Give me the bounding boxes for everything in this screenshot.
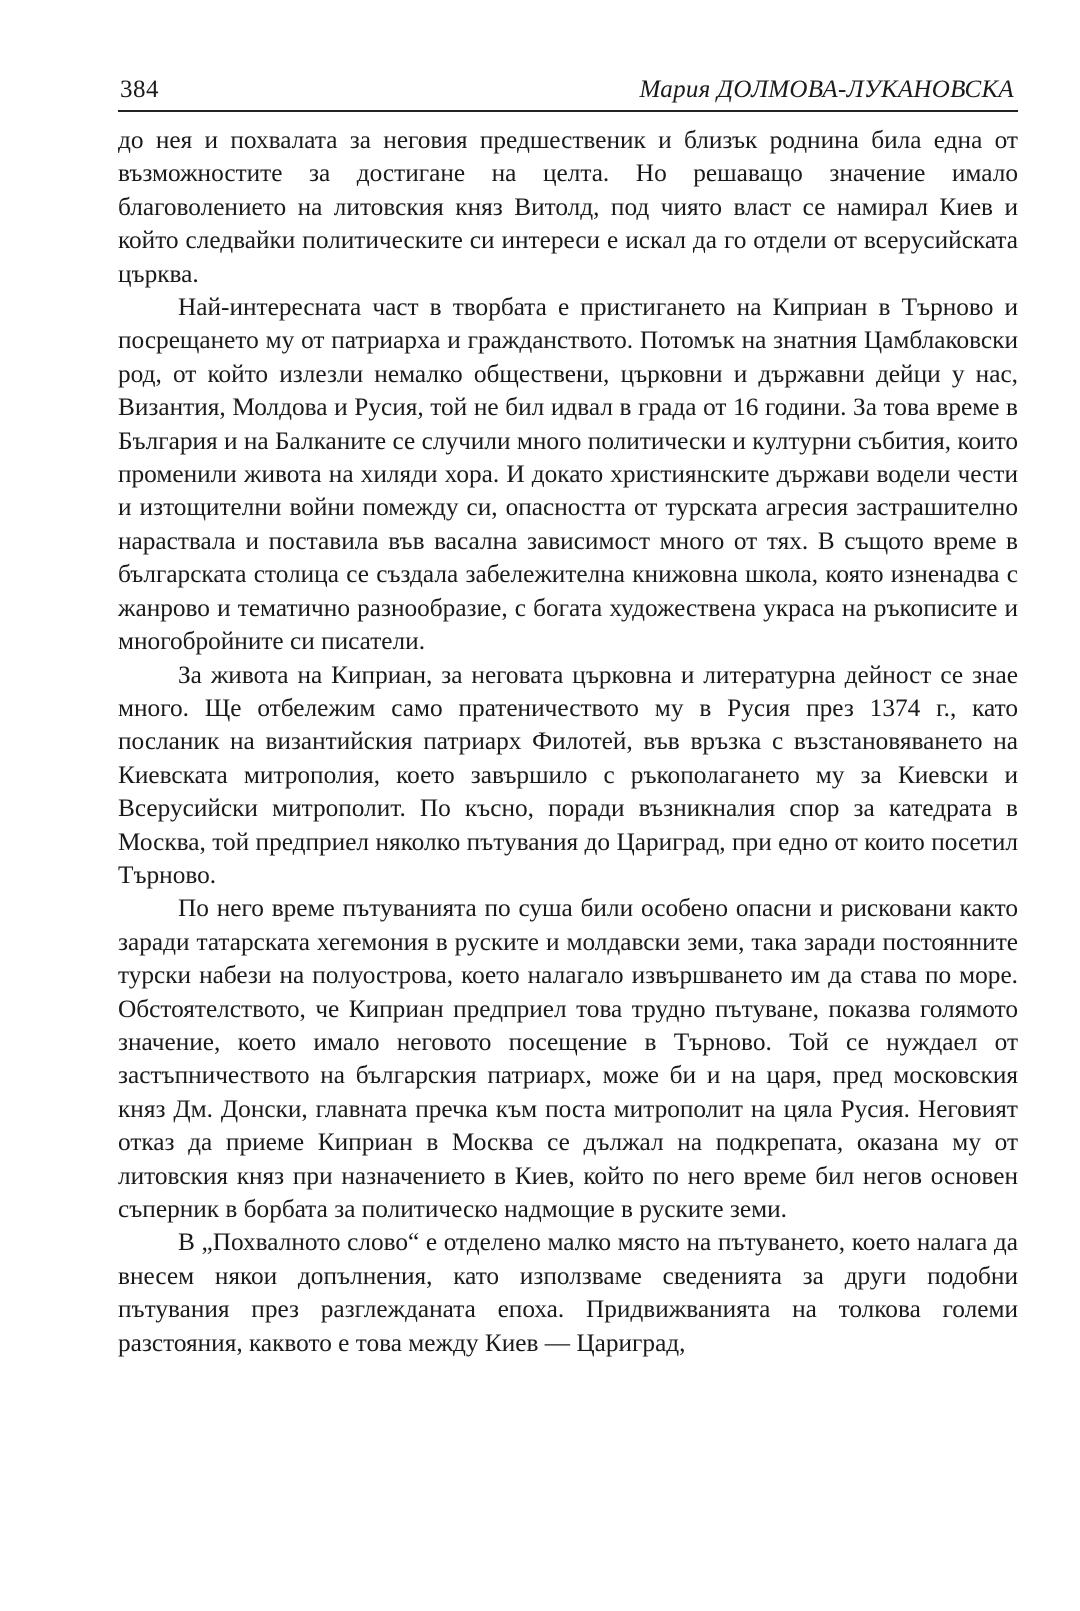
paragraph: По него време пътуванията по суша били особено опасни и рисковани както заради татарската хегемония в руските и молдавски земи, така заради постоянните турски набези на полуострова, което налагало извършването им да става по море. Обстоятелството, че Киприан предприел това трудно пътуване, показва голямото значение, което имало неговото посещение в Търново. Той се нуждаел от застъпничеството на българския патриарх, може би и на царя, пред московския княз Дм. Донски, главната пречка към поста митрополит на цяла Русия. Неговият отказ да приеме Киприан в Москва се дължал на подкрепата, оказана му от литовския княз при назначението в Киев, който по него време бил негов основен съперник в борбата за политическо надмощие в руските земи. [118, 894, 1018, 1223]
book-page [118, 72, 1018, 1360]
paragraph: За живота на Киприан, за неговата църковна и литературна дейност се знае много. Ще отбележим само пратеничеството му в Русия през 1374 г., като посланик на византийския патриарх Филотей, във връзка с възстановяването на Киевската митрополия, което завършило с ръкополагането му за Киевски и Всерусийски митрополит. По късно, поради възникналия спор за катедрата в Москва, той предприел няколко пътувания до Цариград, при едно от които посетил Търново. [118, 660, 1018, 889]
running-head [118, 72, 1018, 112]
paragraph: В „Похвалното слово“ е отделено малко място на пътуването, което налага да внесем някои допълнения, като използваме сведенията за други подобни пътувания през разглежданата епоха. Придвижванията на толкова големи разстояния, каквото е това между Киев — Цариград, [118, 1228, 1018, 1357]
paragraph-continued: до нея и похвалата за неговия предшественик и близък роднина била една от възможностите за достигане на целта. Но решаващо значение имало благоволението на литовския княз Витолд, под чиято власт се намирал Киев и който следвайки политическите си интереси е искал да го отдели от всерусийската църква. [118, 126, 1018, 288]
page-number: 384 [120, 76, 159, 103]
body-text [118, 124, 1018, 1360]
paragraph: Най-интересната част в творбата е пристигането на Киприан в Търново и посрещането му от патриарха и гражданството. Потомък на знатния Цамблаковски род, от който излезли немалко обществени, църковни и държавни дейци у нас, Византия, Молдова и Русия, той не бил идвал в града от 16 години. За това време в България и на Балканите се случили много политически и културни събития, които променили живота на хиляди хора. И докато християнските държави водели чести и изтощителни войни помежду си, опасността от турската агресия застрашително нараствала и поставила във васална зависимост много от тях. В същото време в българската столица се създала забележителна книжовна школа, която изненадва с жанрово и тематично разнообразие, с богата художествена украса на ръкописите и многобройните си писатели. [118, 293, 1018, 656]
author-name: Мария ДОЛМОВА-ЛУКАНОВСКА [639, 76, 1014, 103]
